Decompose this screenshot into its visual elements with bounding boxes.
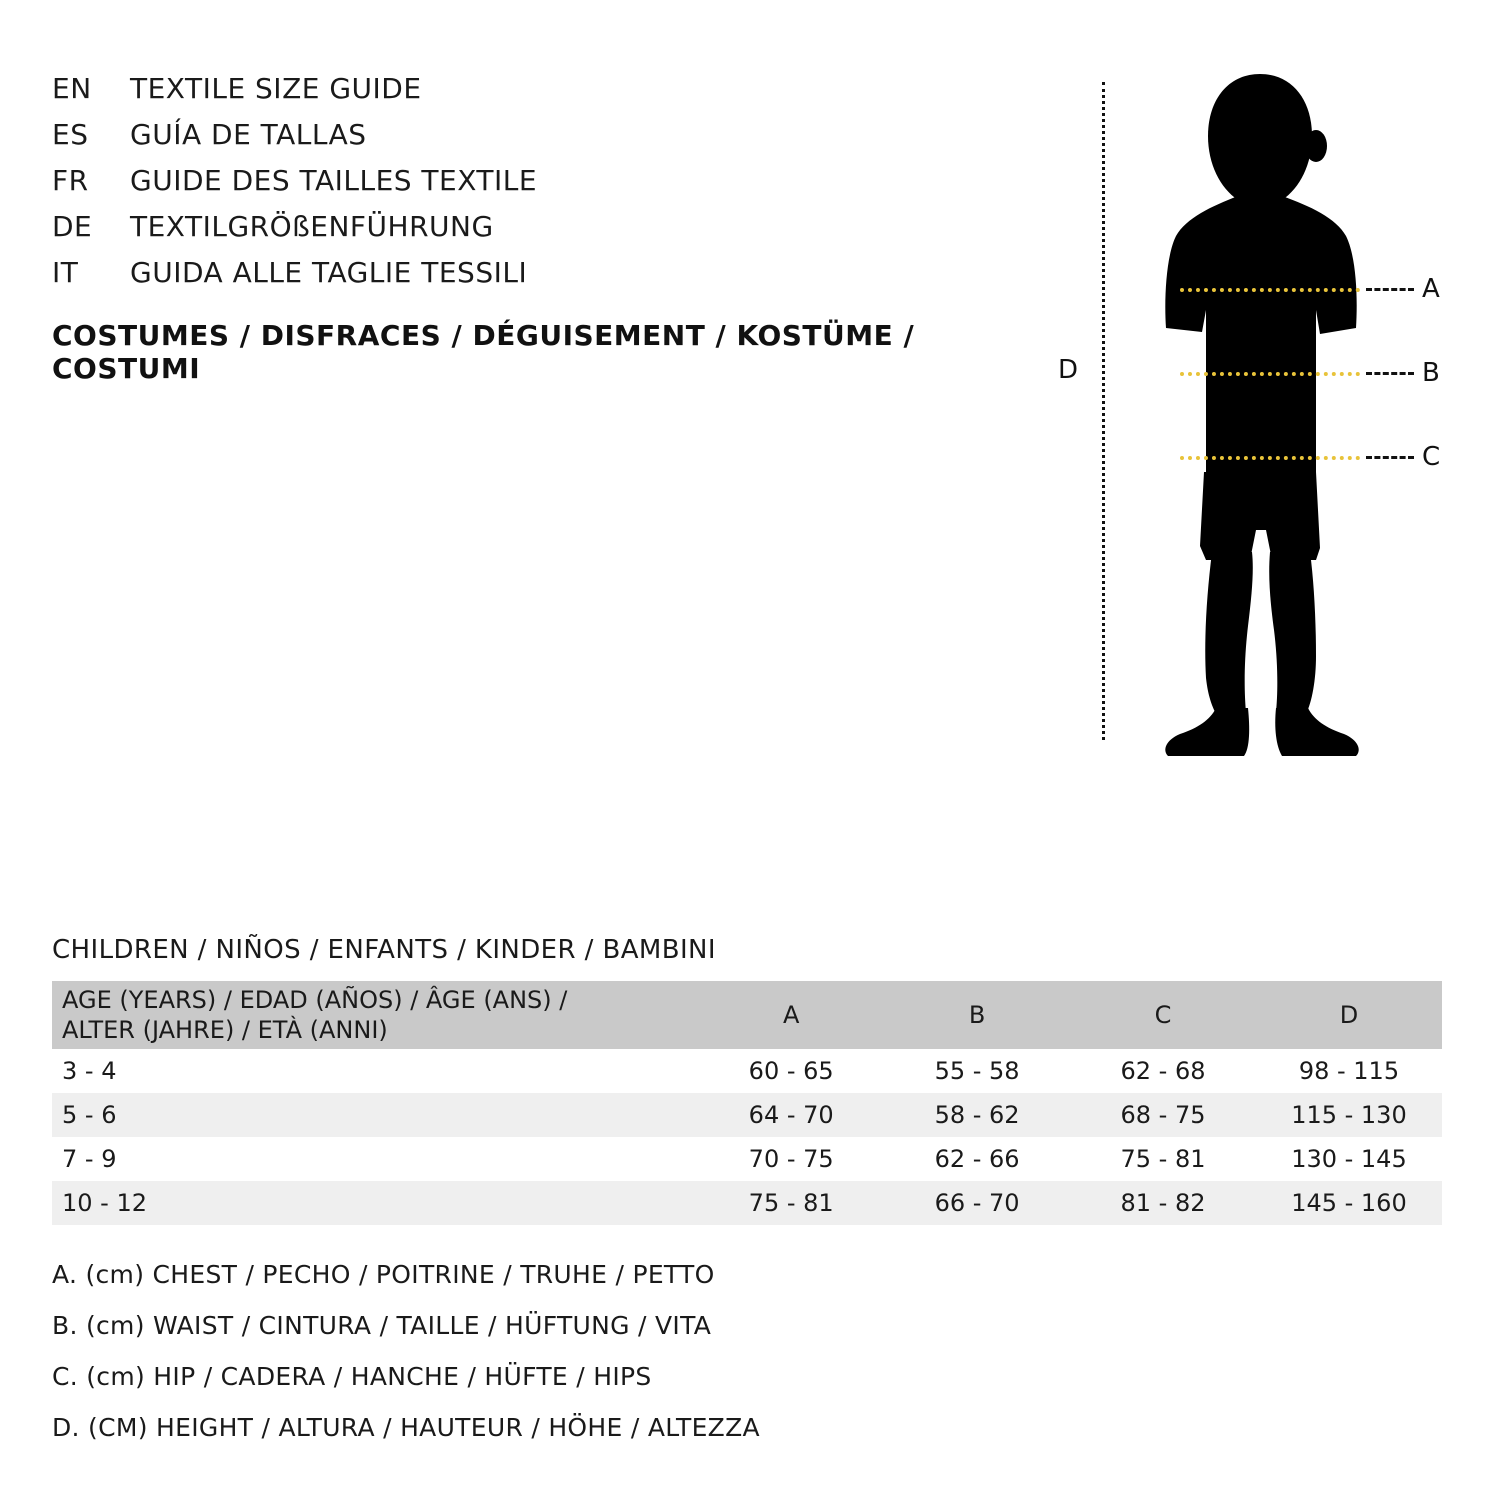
row-age: 7 - 9 bbox=[62, 1145, 117, 1173]
language-code: ES bbox=[52, 118, 89, 151]
row-waist: 58 - 62 bbox=[934, 1101, 1020, 1129]
hip-leader-line bbox=[1366, 456, 1414, 459]
row-chest: 70 - 75 bbox=[748, 1145, 834, 1173]
language-code: EN bbox=[52, 72, 92, 105]
table-row bbox=[52, 1093, 1442, 1137]
column-header-b: B bbox=[968, 1001, 986, 1029]
language-row-fr bbox=[52, 164, 1052, 197]
language-title: GUIDE DES TAILLES TEXTILE bbox=[130, 164, 538, 197]
hip-marker-line bbox=[1180, 456, 1360, 460]
language-code: DE bbox=[52, 210, 93, 243]
marker-label-c: C bbox=[1422, 442, 1441, 472]
column-header-d: D bbox=[1339, 1001, 1359, 1029]
row-hip: 75 - 81 bbox=[1120, 1145, 1206, 1173]
row-age: 10 - 12 bbox=[62, 1189, 147, 1217]
row-height: 130 - 145 bbox=[1291, 1145, 1407, 1173]
costumes-subtitle: COSTUMES / DISFRACES / DÉGUISEMENT / KOSTÜME / COSTUMI bbox=[52, 319, 915, 385]
row-chest: 64 - 70 bbox=[748, 1101, 834, 1129]
row-chest: 60 - 65 bbox=[748, 1057, 834, 1085]
row-waist: 66 - 70 bbox=[934, 1189, 1020, 1217]
row-chest: 75 - 81 bbox=[748, 1189, 834, 1217]
language-row-de bbox=[52, 210, 1052, 243]
language-title: GUÍA DE TALLAS bbox=[130, 118, 367, 151]
size-table bbox=[52, 981, 1442, 1225]
child-silhouette-icon bbox=[1120, 60, 1400, 760]
language-code: FR bbox=[52, 164, 89, 197]
row-waist: 62 - 66 bbox=[934, 1145, 1020, 1173]
row-height: 98 - 115 bbox=[1298, 1057, 1400, 1085]
legend-waist: B. (cm) WAIST / CINTURA / TAILLE / HÜFTUNG / VITA bbox=[52, 1311, 712, 1340]
language-row-it bbox=[52, 256, 1052, 289]
chest-leader-line bbox=[1366, 288, 1414, 291]
measurement-legend bbox=[52, 1260, 1052, 1464]
row-waist: 55 - 58 bbox=[934, 1057, 1020, 1085]
table-row bbox=[52, 1181, 1442, 1225]
row-height: 145 - 160 bbox=[1291, 1189, 1407, 1217]
column-header-a: A bbox=[782, 1001, 800, 1029]
table-row bbox=[52, 1137, 1442, 1181]
legend-hip: C. (cm) HIP / CADERA / HANCHE / HÜFTE / HIPS bbox=[52, 1362, 652, 1391]
legend-height: D. (CM) HEIGHT / ALTURA / HAUTEUR / HÖHE / ALTEZZA bbox=[52, 1413, 760, 1442]
language-row-es bbox=[52, 118, 1052, 151]
height-dotted-line bbox=[1102, 82, 1105, 740]
age-header-line1: AGE (YEARS) / EDAD (AÑOS) / ÂGE (ANS) / bbox=[62, 986, 568, 1014]
table-header-row bbox=[52, 981, 1442, 1049]
chest-marker-line bbox=[1180, 288, 1360, 292]
language-title: TEXTILGRÖßENFÜHRUNG bbox=[130, 210, 494, 243]
marker-label-a: A bbox=[1422, 274, 1440, 304]
column-header-c: C bbox=[1154, 1001, 1172, 1029]
legend-chest: A. (cm) CHEST / PECHO / POITRINE / TRUHE / PETTO bbox=[52, 1260, 715, 1289]
age-column-header bbox=[52, 981, 698, 1049]
age-header-line2: ALTER (JAHRE) / ETÀ (ANNI) bbox=[62, 1016, 388, 1044]
marker-label-b: B bbox=[1422, 358, 1440, 388]
language-title: GUIDA ALLE TAGLIE TESSILI bbox=[130, 256, 528, 289]
measurement-figure bbox=[1040, 60, 1470, 760]
table-row bbox=[52, 1049, 1442, 1093]
language-code: IT bbox=[52, 256, 79, 289]
language-title: TEXTILE SIZE GUIDE bbox=[130, 72, 422, 105]
marker-label-d: D bbox=[1058, 355, 1079, 385]
row-age: 3 - 4 bbox=[62, 1057, 117, 1085]
row-hip: 81 - 82 bbox=[1120, 1189, 1206, 1217]
row-hip: 62 - 68 bbox=[1120, 1057, 1206, 1085]
row-height: 115 - 130 bbox=[1291, 1101, 1407, 1129]
waist-marker-line bbox=[1180, 372, 1360, 376]
size-table-section bbox=[52, 935, 1442, 1225]
table-title: CHILDREN / NIÑOS / ENFANTS / KINDER / BAMBINI bbox=[52, 935, 716, 965]
size-guide-header bbox=[52, 72, 1052, 385]
row-hip: 68 - 75 bbox=[1120, 1101, 1206, 1129]
waist-leader-line bbox=[1366, 372, 1414, 375]
language-row-en bbox=[52, 72, 1052, 105]
row-age: 5 - 6 bbox=[62, 1101, 117, 1129]
